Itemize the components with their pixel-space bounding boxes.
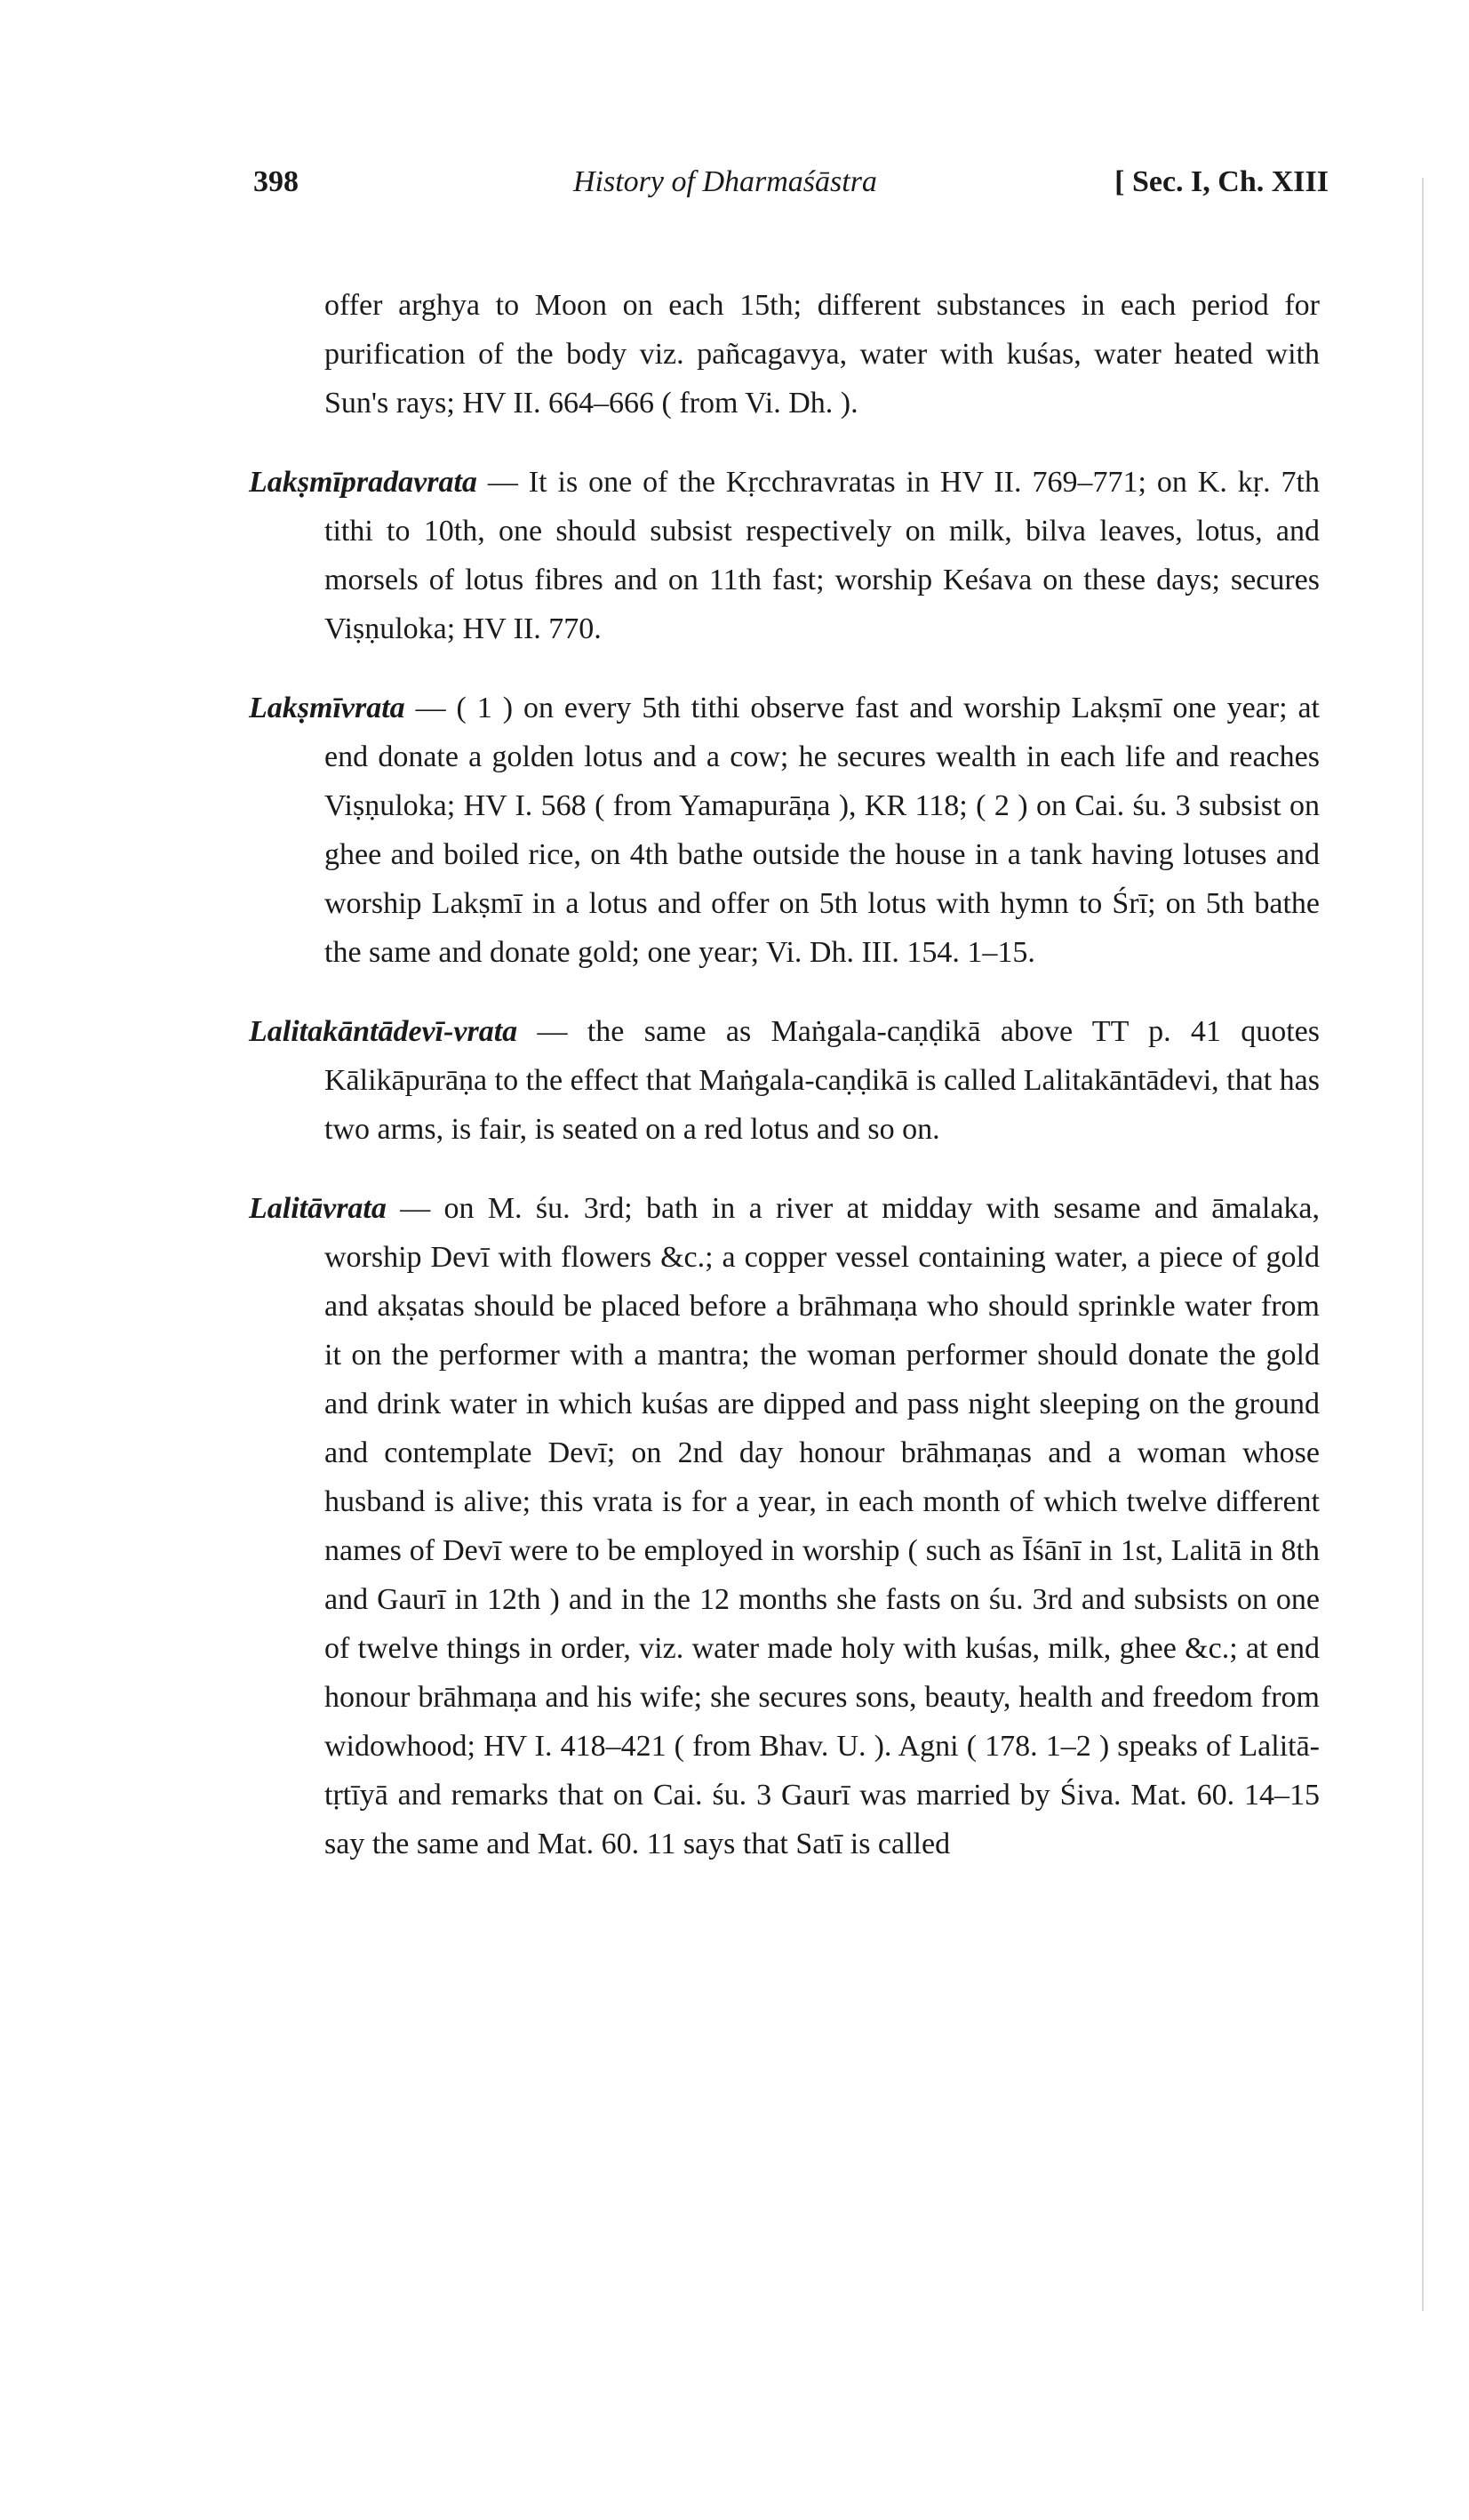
entry-text: — on M. śu. 3rd; bath in a river at midday with sesame and āmalaka, worship Devī with flowers &c.; a copper vessel containing water, a piece of gold and akṣatas should be placed before a brāhmaṇa who should sprinkle water from it on the performer with a mantra; the woman performer should donate the gold and drink water in which kuśas are dipped and pass night sleeping on the ground and contemplate Devī; on 2nd day honour brāhmaṇas and a woman whose husband is alive; this vrata is for a year, in each month of which twelve different names of Devī were to be employed in worship ( such as Īśānī in 1st, Lalitā in 8th and Gaurī in 12th ) and in the 12 months she fasts on śu. 3rd and subsists on one of twelve things in order, viz. water made holy with kuśas, milk, ghee &c.; at end honour brāhmaṇa and his wife; she secures sons, beauty, health and freedom from widowhood; HV I. 418–421 ( from Bhav. U. ). Agni ( 178. 1–2 ) speaks of Lalitā-tṛtīyā and remarks that on Cai. śu. 3 Gaurī was married by Śiva. Mat. 60. 14–15 say the same and Mat. 60. 11 says that Satī is called	[324, 1192, 1320, 1860]
section-label: [ Sec. I, Ch. XIII	[1114, 165, 1329, 198]
entry-text: — ( 1 ) on every 5th tithi observe fast and worship Lakṣmī one year; at end donate a golden lotus and a cow; he secures wealth in each life and reaches Viṣṇuloka; HV I. 568 ( from Yamapurāṇa ), KR 118; ( 2 ) on Cai. śu. 3 subsist on ghee and boiled rice, on 4th bathe outside the house in a tank having lotuses and worship Lakṣmī in a lotus and offer on 5th lotus with hymn to Śrī; on 5th bathe the same and donate gold; one year; Vi. Dh. III. 154. 1–15.	[324, 692, 1320, 969]
entry-headword: Lakṣmīvrata	[249, 692, 405, 724]
page-header	[253, 165, 1329, 219]
running-title: History of Dharmaśāstra	[573, 165, 877, 198]
entry-headword: Lalitāvrata	[249, 1192, 387, 1225]
entry-text: — the same as Maṅgala-caṇḍikā above TT p. 41 quotes Kālikāpurāṇa to the effect that Maṅgala-caṇḍikā is called Lalitakāntādevi, that has two arms, is fair, is seated on a red lotus and so on.	[324, 1015, 1320, 1146]
page-edge-line	[1422, 178, 1424, 2311]
entry-lakshmipradavrata	[249, 458, 1320, 653]
entry-continuation	[249, 281, 1320, 428]
entry-lalitakantadevi-vrata	[249, 1007, 1320, 1154]
entry-headword: Lalitakāntādevī-vrata	[249, 1015, 518, 1048]
entry-lalitavrata	[249, 1184, 1320, 1868]
entry-text: — It is one of the Kṛcchravratas in HV II. 769–771; on K. kṛ. 7th tithi to 10th, one should subsist respectively on milk, bilva leaves, lotus, and morsels of lotus fibres and on 11th fast; worship Keśava on these days; secures Viṣṇuloka; HV II. 770.	[324, 466, 1320, 645]
page-number: 398	[253, 165, 299, 198]
entry-lakshmivrata	[249, 684, 1320, 977]
entry-text: offer arghya to Moon on each 15th; different substances in each period for purification of the body viz. pañcagavya, water with kuśas, water heated with Sun's rays; HV II. 664–666 ( from Vi. Dh. ).	[324, 289, 1320, 420]
entry-headword: Lakṣmīpradavrata	[249, 466, 477, 499]
page-body	[249, 251, 1320, 1888]
